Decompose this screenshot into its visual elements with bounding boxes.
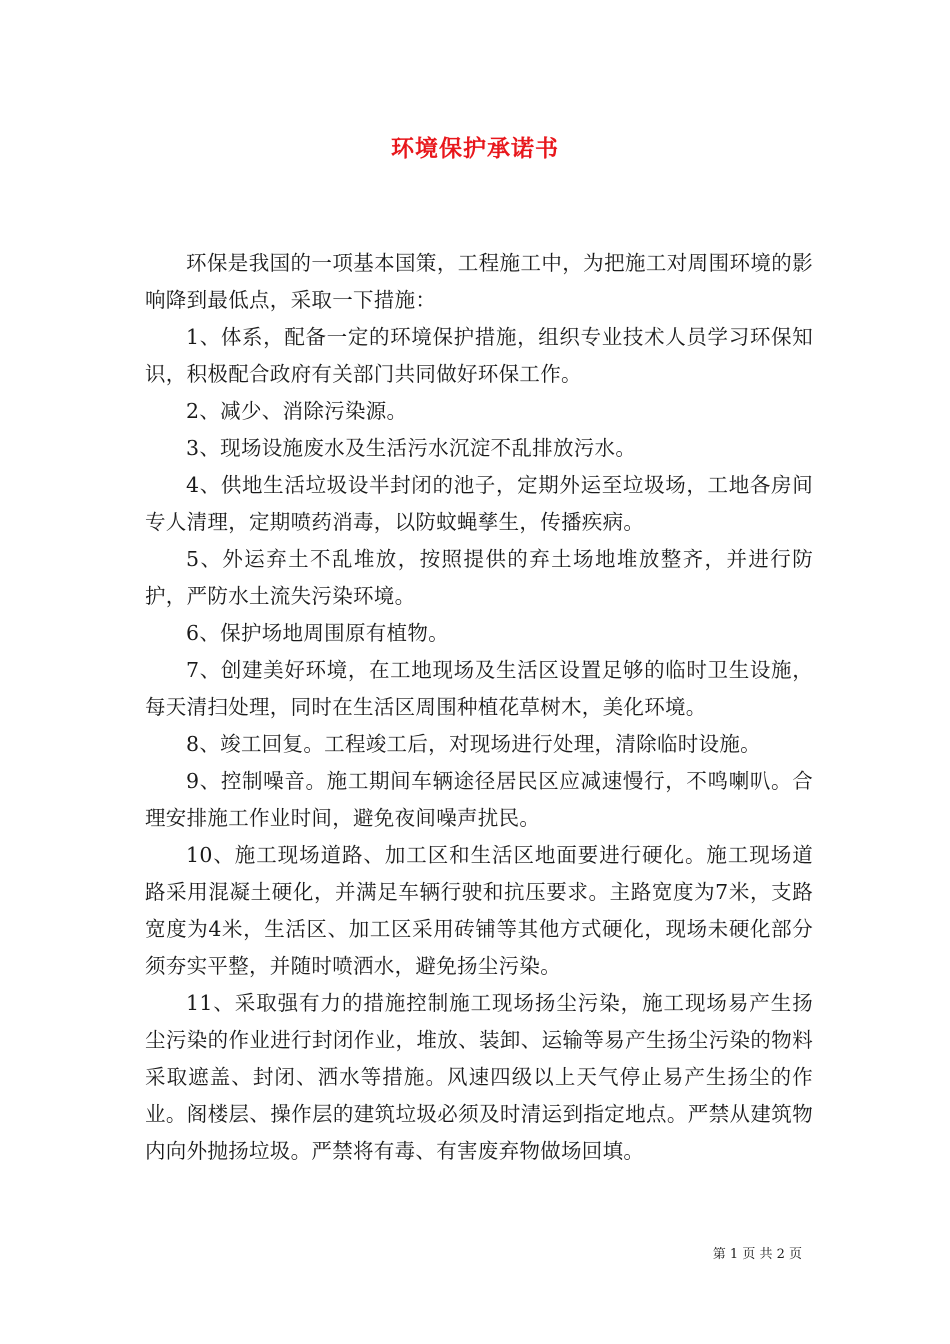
measure-item-11: 11、采取强有力的措施控制施工现场扬尘污染，施工现场易产生扬尘污染的作业进行封闭作业，堆放、装卸、运输等易产生扬尘污染的物料采取遮盖、封闭、洒水等措施。风速四级以上天气停止易产生扬尘的作业。阁楼层、操作层的建筑垃圾必须及时清运到指定地点。严禁从建筑物内向外抛扬垃圾。严禁将有毒、有害废弃物做场回填。: [145, 991, 813, 1163]
measure-item-4: 4、供地生活垃圾设半封闭的池子，定期外运至垃圾场，工地各房间专人清理，定期喷药消毒，以防蚊蝇孳生，传播疾病。: [145, 473, 813, 534]
page-number-footer: 第 1 页 共 2 页: [712, 1247, 802, 1262]
measure-item-8: 8、竣工回复。工程竣工后，对现场进行处理，清除临时设施。: [186, 732, 761, 756]
measure-item-10: 10、施工现场道路、加工区和生活区地面要进行硬化。施工现场道路采用混凝土硬化，并满足车辆行驶和抗压要求。主路宽度为7米，支路宽度为4米，生活区、加工区采用砖铺等其他方式硬化，现场未硬化部分须夯实平整，并随时喷洒水，避免扬尘污染。: [145, 843, 813, 978]
document-body: [145, 245, 813, 1170]
measure-item-1: 1、体系，配备一定的环境保护措施，组织专业技术人员学习环保知识，积极配合政府有关部门共同做好环保工作。: [145, 325, 813, 386]
measure-item-7: 7、创建美好环境，在工地现场及生活区设置足够的临时卫生设施，每天清扫处理，同时在生活区周围种植花草树木，美化环境。: [145, 658, 813, 719]
measure-item-5: 5、外运弃土不乱堆放，按照提供的弃土场地堆放整齐，并进行防护，严防水土流失污染环境。: [145, 547, 813, 608]
measure-item-9: 9、控制噪音。施工期间车辆途径居民区应减速慢行，不鸣喇叭。合理安排施工作业时间，避免夜间噪声扰民。: [145, 769, 813, 830]
measure-item-6: 6、保护场地周围原有植物。: [186, 621, 449, 645]
measure-item-2: 2、减少、消除污染源。: [186, 399, 408, 423]
page-title: 环境保护承诺书: [391, 135, 559, 162]
measure-item-3: 3、现场设施废水及生活污水沉淀不乱排放污水。: [186, 436, 637, 460]
intro-paragraph: 环保是我国的一项基本国策，工程施工中，为把施工对周围环境的影响降到最低点，采取一下措施：: [145, 251, 813, 312]
